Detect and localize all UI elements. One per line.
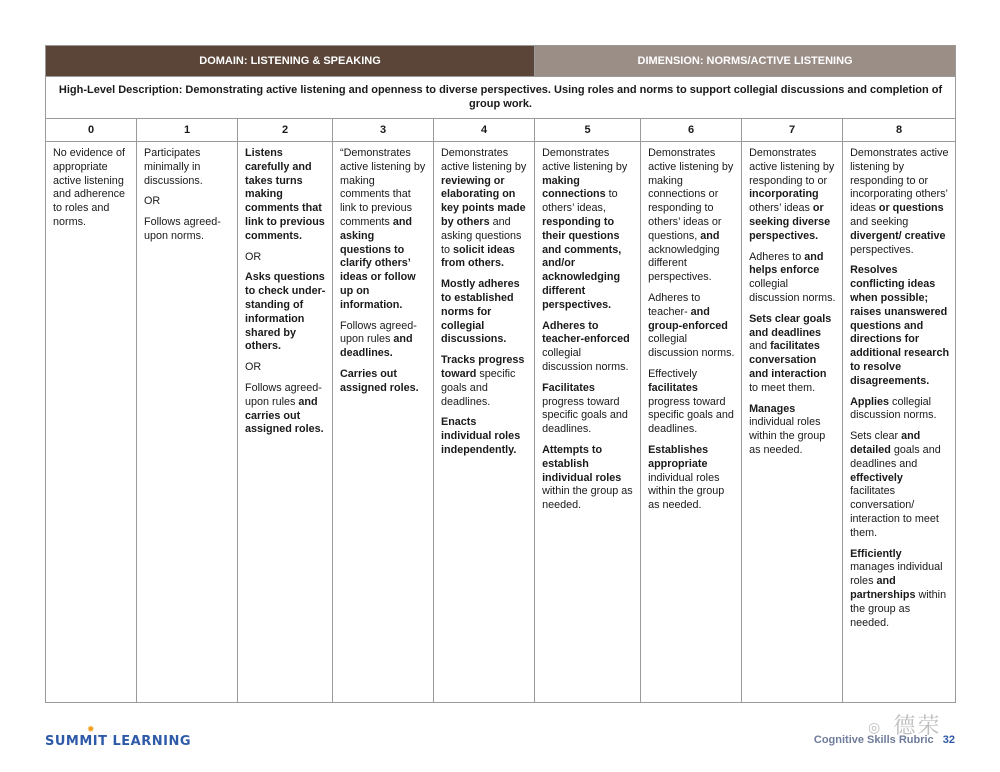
rubric-cell [238,142,333,703]
text-run: solicit ideas from others. [441,243,515,270]
text-run: and asking questions to clarify others’ ideas or follow up on information. [340,215,416,311]
rubric-cell [742,142,843,703]
text-run: Demonstrates active listening by [441,147,527,173]
page-number: 32 [942,734,955,746]
text-run: Facilitates [542,381,595,394]
text-run: Participates minimally in discussions. [144,147,203,187]
text-run: incorporating [749,188,819,201]
rubric-cell [434,142,535,703]
text-run: collegial discussion norms. [850,395,937,422]
cell-paragraph [245,271,326,354]
text-run: Establishes appropriate [648,443,709,470]
cell-paragraph [542,444,634,513]
level-header: 5 [535,119,641,142]
level-header: 6 [641,119,742,142]
text-run: Effectively [648,367,698,380]
text-run: progress toward specific goals and deadlines. [648,395,734,436]
text-run: Sets clear goals and deadlines [749,312,832,339]
text-run: and [700,229,720,242]
text-run: Follows agreed-upon norms. [144,216,221,242]
cell-paragraph [850,147,949,257]
cell-paragraph [850,548,949,631]
text-run: individual roles within the group as needed. [648,471,725,512]
text-run: Demonstrates active listening by responding to or [749,147,835,187]
text-run: Enacts individual roles independently. [441,416,521,456]
level-header: 7 [742,119,843,142]
logo-text: SUMMIT LEARNING [45,734,192,749]
cell-paragraph [441,416,528,457]
watermark [868,709,941,740]
rubric-table [45,45,956,703]
text-run: Adheres to teacher-enforced [542,319,630,346]
dimension-header: DIMENSION: NORMS/ACTIVE LISTENING [535,46,956,77]
rubric-cell [641,142,742,703]
text-run: and helps enforce [749,250,824,277]
text-run: to others’ ideas, [542,188,618,215]
cell-paragraph [542,382,634,437]
text-run: Asks questions to check under-standing of information shared by others. [245,271,326,353]
text-run: Demonstrates active listening by [542,147,628,173]
cell-paragraph [648,368,735,437]
text-run: Sets clear [850,430,902,443]
summit-learning-logo [45,725,192,749]
text-run: manages individual roles [850,561,943,588]
text-run: perspectives. [850,243,914,256]
cell-paragraph [648,292,735,361]
text-run: OR [144,195,161,208]
text-run: or questions [878,202,944,215]
cell-paragraph [144,147,231,188]
document-title: Cognitive Skills Rubric [813,734,934,746]
level-header: 8 [843,119,956,142]
wechat-icon: ◎ [868,718,883,735]
cell-paragraph [749,251,836,306]
high-level-description: High-Level Description: Demonstrating active listening and openness to diverse perspectives. Using roles and norms to support collegial discussions and completion of group work. [46,77,956,119]
text-run: collegial discussion norms. [542,347,629,373]
text-run: Mostly adheres to established norms for collegial discussions. [441,278,520,346]
rubric-cell [46,142,137,703]
text-run: Demonstrates active listening by making connections or responding to others’ ideas or questions, [648,147,734,242]
text-run: specific goals and deadlines. [441,367,516,408]
text-run: facilitates conversation/ interaction to meet them. [850,485,939,539]
text-run: Demonstrates active listening by responding to or incorporating others’ ideas [850,147,949,215]
text-run: Efficiently [850,547,902,560]
cell-paragraph [441,354,528,409]
cell-paragraph [542,147,634,313]
level-header: 3 [333,119,434,142]
level-header: 4 [434,119,535,142]
watermark-text: 德荣 [893,713,942,738]
text-run: Follows agreed-upon rules [340,319,417,346]
text-run: within the group as needed. [850,588,947,629]
text-run: No evidence of appropriate active listening and adherence to roles and norms. [53,147,126,228]
text-run: collegial discussion norms. [648,333,735,360]
text-run: reviewing or elaborating on key points made by others [441,174,526,228]
text-run: making connections [542,174,606,201]
cell-paragraph [245,147,326,244]
cell-paragraph [441,147,528,271]
cell-paragraph [850,264,949,388]
domain-header: DOMAIN: LISTENING & SPEAKING [46,46,535,77]
text-run: facilitates [648,381,698,394]
text-run: within the group as needed. [542,485,633,512]
text-run: Adheres to teacher- [648,291,701,318]
text-run: and seeking [850,215,909,228]
text-run: OR [245,250,262,263]
cell-paragraph [542,320,634,375]
sun-icon: ✹ [87,725,96,735]
level-header: 1 [137,119,238,142]
cell-paragraph [245,382,326,437]
text-run: effectively [850,471,903,484]
text-run: Applies [850,395,890,408]
cell-paragraph [749,313,836,396]
text-run: Listens carefully and takes turns making comments that link to previous comments. [245,147,325,242]
text-run: and asking questions to [441,215,522,256]
cell-paragraph [144,216,231,244]
cell-paragraph [441,278,528,347]
cell-paragraph [245,361,326,375]
text-run: divergent/ creative [850,229,946,242]
text-run: and partnerships [850,575,916,601]
text-run: Attempts to establish individual roles [542,443,622,484]
level-header: 2 [238,119,333,142]
cell-paragraph [245,251,326,265]
rubric-cell [535,142,641,703]
text-run: acknowledging different perspectives. [648,243,720,284]
text-run: progress toward specific goals and deadlines. [542,395,628,436]
cell-paragraph [749,403,836,458]
text-run: and carries out assigned roles. [245,395,324,436]
cell-paragraph [850,430,949,540]
text-run: and group-enforced [648,305,728,332]
cell-paragraph [648,147,735,285]
text-run: and detailed [850,430,921,456]
text-run: and [749,340,771,353]
text-run: Follows agreed-upon rules [245,381,322,408]
text-run: Manages [749,402,796,415]
cell-paragraph [340,320,427,361]
text-run: “Demonstrates active listening by making comments that link to previous comments [340,147,426,228]
text-run: goals and deadlines and [850,443,941,470]
text-run: to meet them. [749,381,816,394]
text-run: OR [245,361,262,374]
cell-paragraph [340,368,427,396]
text-run: Adheres to [749,250,805,263]
cell-paragraph [53,147,130,230]
rubric-cell [333,142,434,703]
text-run: responding to their questions and comments, and/or acknowledging different perspectives. [542,215,622,311]
rubric-cell [137,142,238,703]
level-header: 0 [46,119,137,142]
cell-paragraph [144,195,231,209]
cell-paragraph [340,147,427,313]
cell-paragraph [850,396,949,424]
rubric-cell [843,142,956,703]
cell-paragraph [749,147,836,244]
text-run: Tracks progress toward [441,354,525,380]
text-run: Carries out assigned roles. [340,367,419,394]
text-run: collegial discussion norms. [749,278,836,304]
text-run: and deadlines. [340,333,413,360]
cell-paragraph [648,444,735,513]
text-run: facilitates conversation and interaction [749,340,827,380]
text-run: others’ ideas [749,202,813,215]
text-run: or seeking diverse perspectives. [749,202,831,242]
text-run: individual roles within the group as needed. [749,416,826,456]
text-run: Resolves conflicting ideas when possible; raises unanswered questions and directions for additional research to resolve disagreements. [850,264,950,387]
